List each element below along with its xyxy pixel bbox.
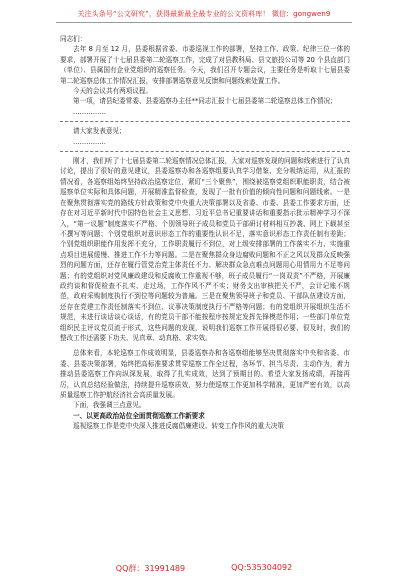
paragraph-transition: 下面，我强调三点意见。 (73, 401, 146, 410)
footer-qq: QQ:535304092 (231, 563, 293, 572)
section-heading: 一、以更高政治站位全面贯彻巡察工作新要求 (73, 411, 205, 420)
paragraph-summary: 总体来看，本轮巡察工作成效明显，县委巡察办和各巡察组能够坚决贯彻落实中央和省委、市委、县委决策部署，始终把高标准要求贯穿巡察工作全过程，各环节、担当尽责、主动作为，着力推动县委巡察工作向纵深发展，取得了扎实成效，达到了预期目的。希望大家发扬成绩，再接再厉，认真总结经验做法，持续提升巡察质效，努力使巡察工作更加科学精准，更加严密有效，以高质量巡察工作护航经济社会高质量发展。 (60, 349, 350, 399)
header-divider (56, 22, 352, 23)
header (0, 6, 408, 22)
ellipsis: …………… (73, 137, 106, 146)
ellipsis: …………… (73, 107, 106, 116)
paragraph-discussion: 请大家发表意见； (73, 127, 126, 136)
section-divider (60, 151, 350, 152)
paragraph-findings: 刚才，我们听了十七届县委第二轮巡察情况总体汇报，大家对巡察发现的问题和线索进行了认真讨论，提出了很好的意见建议，县委巡察办和各巡察组要认真学习借鉴、充分吸纳运用，从汇报的情况看，各巡察组始终坚持政治巡察定位，紧盯“三个聚焦”，围绕被巡察党组织职能职责，结合被巡察单位实际和具体问题，开展精准监督检查，发现了一批有价值的倾向性问题和问题线索。一是在聚焦贯彻落实党的路线方针政策和党中央重大决策部署以及省委、市委、县委工作要求方面，还存在对习近平新时代中国特色社会主义思想、习近平总书记重要讲话和重要指示批示精神学习不深入，“第一议题”制度落实不严格、个别领导班子成员和党员干部研讨材料相互抄袭、网上下载甚至不撰写等问题；个别党组织对意识形态工作的重要性认识不足，落实意识形态工作责任制有差距；个别党组织职能作用发挥不充分，工作职责履行不到位，对上级安排部署的工作落实不力、实施重点项目进展缓慢、推进工作不力等问题。二是在聚焦群众身边腐败问题和不正之风以及群众反映强烈的问题方面，还存在履行管党治党主体责任不力、解决群众急点难点问题用心用情用力不足等问题；有的党组织对党风廉政建设和反腐败工作重视不够，班子成员履行“一岗双责”不严格，开展廉政约谈和督促检查不扎实、走过场，工作作风不严不实；财务支出审核把关不严，会计记账不规范，政府采购制度执行不到位等问题较为普遍。三是在聚焦领导班子和党员、干部队伍建设方面，还存在党建工作责任制落实不到位、议事决策制度执行不严格等问题；有的党组织开展组织生活不规范，未进行谈话谈心谈话，有的党员干部不能按程序按规定发挥先锋模范作用；一些部门单位党组织民主评议党员流于形式，这些问题的发现，说明我们巡察工作开展得很必要、很及时，我们的整改工作还需要下功夫、见真章、动真格、求实效。 (60, 157, 350, 342)
footer (0, 563, 408, 577)
paragraph-section-1: 巡视巡察工作是党中央深入推进反腐倡廉建设、转变工作作风的重大决策 (73, 422, 284, 431)
greeting: 同志们： (60, 35, 87, 43)
paragraph-intro: 去年 8 月至 12 月，县委根据省委、市委巡视工作的部署，坚持工作、政策、纪律三位一体的要求，部署开展了十七届县委第二轮巡察工作，完成了对县教科局、县文旅投公司等 20 个县直部门（单位）、县属国有企业党组织的巡察任务。今天，我们召开专题会议，主要任务是听取十七届县委第二轮巡察总体工作情况汇报，安排部署巡察意见反馈和问题线索处置工作。 (60, 45, 350, 85)
paragraph-agenda: 今天的会议共有两项议程。 (73, 87, 153, 96)
header-banner: 关注头条号“公文研究”，获得最新最全最专业的公文资料库！ 微信：gongwen9 (77, 10, 331, 18)
section-divider (60, 121, 350, 122)
paragraph-agenda-item-1: 第一项，请县纪委常委、县委巡察办主任**同志汇报十七届县委第二轮巡察总体工作情况； (73, 97, 337, 106)
footer-qq-group: QQ群：31991489 (115, 564, 186, 573)
document-body (60, 34, 350, 556)
